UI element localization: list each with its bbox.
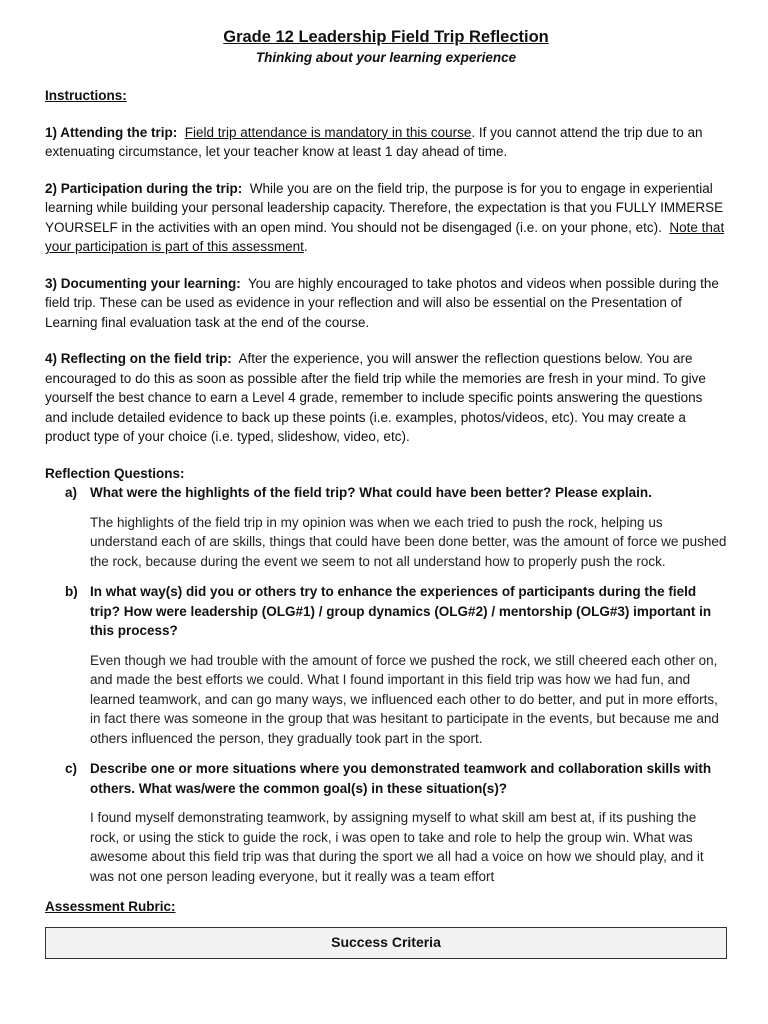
document-page (45, 26, 727, 959)
success-criteria-label: Success Criteria (331, 933, 441, 950)
instruction-text: You are highly encouraged to take photos and videos when possible during the field trip. These can be used as evidence in your reflection and will also be essential on the Presentation of Learning final evaluation task at the end of the course. (45, 275, 719, 330)
question-c (45, 759, 727, 798)
instruction-label: 3) Documenting your learning: (45, 275, 241, 291)
question-text: What were the highlights of the field trip? What could have been better? Please explain. (90, 485, 652, 500)
instruction-label: 1) Attending the trip: (45, 124, 178, 140)
instruction-reflecting (45, 349, 727, 447)
instruction-label: 4) Reflecting on the field trip: (45, 351, 232, 366)
answer-b: Even though we had trouble with the amount of force we pushed the rock, we still cheered each other on, and made the best efforts we could. What I found important in this field trip was how we had fun, and learned teamwork, and can go many ways, we influenced each other to do better, and put in more efforts, in fact there was someone in the group that was hesitant to participate in the events, but because me and others influenced the person, they gradually took part in the sport. (90, 652, 719, 746)
instruction-attending (45, 123, 727, 162)
instruction-underlined: Note that your participation is part of this assessment (45, 219, 725, 254)
instruction-underlined: Field trip attendance is mandatory in this course (184, 124, 472, 140)
assessment-rubric-heading: Assessment Rubric: (45, 899, 176, 914)
answer-c: I found myself demonstrating teamwork, by assigning myself to what skill am best at, if its pushing the rock, or using the stick to guide the rock, i was open to take and role to help the group win. What was awesome about this field trip was that during the sport we all had a voice on how we should play, and it was not one person leading everyone, but it really was a team effort (90, 810, 704, 884)
instruction-text: . If you cannot attend the trip due to an extenuating circumstance, let your teacher know at least 1 day ahead of time. (45, 124, 703, 159)
question-letter: a) (65, 485, 78, 500)
page-subtitle: Thinking about your learning experience (255, 50, 517, 65)
question-b (45, 582, 727, 641)
instruction-text: While you are on the field trip, the purpose is for you to engage in experiential learning while building your personal leadership capacity. Therefore, the expectation is that you FULLY IMMERSE YOURSELF in the activities with an open mind. You should not be disengaged (i.e. on your phone, etc). (45, 180, 724, 235)
question-letter: b) (65, 584, 78, 599)
question-text: In what way(s) did you or others try to enhance the experiences of participants during the field trip? How were leadership (OLG#1) / group dynamics (OLG#2) / mentorship (OLG#3) important in this process? (90, 584, 712, 638)
instruction-documenting (45, 274, 727, 333)
instructions-heading: Instructions: (45, 88, 127, 103)
success-criteria-header (45, 927, 727, 959)
instruction-participation (45, 179, 727, 257)
page-title: Grade 12 Leadership Field Trip Reflection (223, 28, 549, 46)
instruction-text: After the experience, you will answer the reflection questions below. You are encouraged to do this as soon as possible after the field trip while the memories are fresh in your mind. To give yourself the best chance to earn a Level 4 grade, remember to include specific points answering the questions and include detailed evidence to back up these points (i.e. examples, photos/videos, etc). You may create a product type of your choice (i.e. typed, slideshow, video, etc). (45, 351, 706, 444)
reflection-questions-heading: Reflection Questions: (45, 465, 185, 481)
answer-a: The highlights of the field trip in my opinion was when we each tried to push the rock, helping us understand each of are skills, things that could have been done better, was the amount of force we pushed the rock, because during the event we seem to not all understand how to properly push the rock. (90, 514, 727, 569)
question-letter: c) (65, 761, 78, 776)
instruction-label: 2) Participation during the trip: (45, 180, 243, 196)
question-text: Describe one or more situations where you demonstrated teamwork and collaboration skills with others. What was/were the common goal(s) in these situation(s)? (90, 761, 712, 796)
question-a (45, 483, 727, 503)
instruction-end: . (303, 239, 308, 254)
